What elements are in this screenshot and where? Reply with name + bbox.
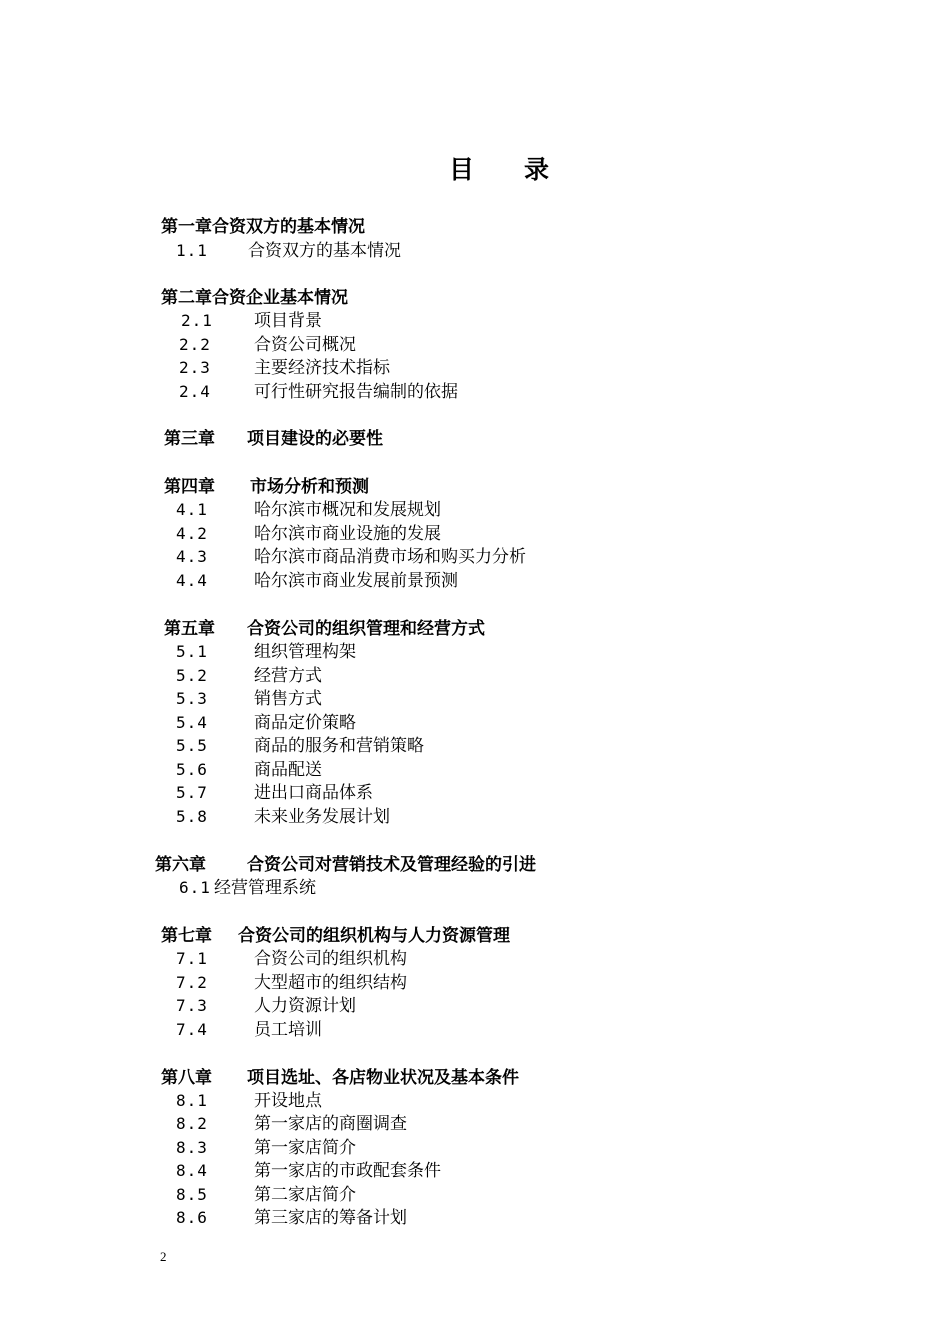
toc-item-2-1 xyxy=(181,310,322,332)
chapter-label: 第四章 xyxy=(164,477,215,497)
toc-item-text: 项目背景 xyxy=(254,311,322,331)
toc-item-4-1 xyxy=(176,499,441,521)
toc-item-8-6 xyxy=(176,1207,407,1229)
toc-item-7-3 xyxy=(176,995,356,1017)
toc-item-number: 5.7 xyxy=(176,783,208,802)
toc-item-8-5 xyxy=(176,1184,356,1206)
toc-item-number: 2.2 xyxy=(179,335,211,354)
page-title: 目 录 xyxy=(448,155,549,184)
toc-item-5-2 xyxy=(176,665,322,687)
toc-item-number: 8.4 xyxy=(176,1161,208,1180)
toc-item-number: 8.2 xyxy=(176,1114,208,1133)
toc-item-2-2 xyxy=(179,334,356,356)
toc-item-text: 进出口商品体系 xyxy=(254,783,373,803)
toc-item-text: 哈尔滨市商业发展前景预测 xyxy=(254,571,458,591)
toc-item-1-1 xyxy=(176,240,401,262)
chapter-label: 第五章 xyxy=(164,619,215,639)
toc-item-text: 第一家店的商圈调查 xyxy=(254,1114,407,1134)
toc-item-text: 人力资源计划 xyxy=(254,996,356,1016)
toc-item-text: 合资公司的组织机构 xyxy=(254,949,407,969)
toc-item-text: 商品的服务和营销策略 xyxy=(254,736,424,756)
toc-item-7-4 xyxy=(176,1019,322,1041)
toc-chapter-2: 第二章合资企业基本情况 xyxy=(161,288,348,308)
toc-item-text: 哈尔滨市概况和发展规划 xyxy=(254,500,441,520)
toc-item-7-1 xyxy=(176,948,407,970)
toc-item-5-5 xyxy=(176,735,424,757)
toc-item-text: 第一家店的市政配套条件 xyxy=(254,1161,441,1181)
toc-chapter-4 xyxy=(164,476,369,498)
toc-item-number: 7.2 xyxy=(176,973,208,992)
toc-chapter-6 xyxy=(155,854,536,876)
toc-item-number: 4.1 xyxy=(176,500,208,519)
toc-item-8-1 xyxy=(176,1090,322,1112)
toc-item-5-1 xyxy=(176,641,356,663)
toc-item-text: 大型超市的组织结构 xyxy=(254,973,407,993)
toc-item-7-2 xyxy=(176,972,407,994)
toc-item-text: 商品配送 xyxy=(254,760,322,780)
toc-item-number: 5.8 xyxy=(176,807,208,826)
toc-item-text: 可行性研究报告编制的依据 xyxy=(254,382,458,402)
chapter-title: 项目选址、各店物业状况及基本条件 xyxy=(247,1068,519,1088)
toc-item-text: 合资双方的基本情况 xyxy=(248,241,401,261)
toc-item-number: 5.1 xyxy=(176,642,208,661)
toc-item-4-4 xyxy=(176,570,458,592)
toc-item-5-7 xyxy=(176,782,373,804)
toc-item-text: 商品定价策略 xyxy=(254,713,356,733)
toc-item-2-3 xyxy=(179,357,390,379)
toc-item-number: 7.4 xyxy=(176,1020,208,1039)
chapter-title: 市场分析和预测 xyxy=(250,477,369,497)
toc-item-text: 第三家店的筹备计划 xyxy=(254,1208,407,1228)
chapter-label: 第七章 xyxy=(161,926,212,946)
toc-item-text: 经营管理系统 xyxy=(214,878,316,898)
toc-item-text: 经营方式 xyxy=(254,666,322,686)
toc-item-2-4 xyxy=(179,381,458,403)
toc-item-text: 哈尔滨市商品消费市场和购买力分析 xyxy=(254,547,526,567)
toc-item-4-3 xyxy=(176,546,526,568)
toc-item-text: 开设地点 xyxy=(254,1091,322,1111)
chapter-title: 合资公司对营销技术及管理经验的引进 xyxy=(247,855,536,875)
toc-chapter-1: 第一章合资双方的基本情况 xyxy=(161,217,365,237)
toc-item-number: 4.2 xyxy=(176,524,208,543)
chapter-title: 合资公司的组织管理和经营方式 xyxy=(247,619,485,639)
toc-item-text: 未来业务发展计划 xyxy=(254,807,390,827)
toc-item-number: 4.3 xyxy=(176,547,208,566)
toc-item-number: 1.1 xyxy=(176,241,208,260)
toc-item-number: 5.6 xyxy=(176,760,208,779)
toc-chapter-8 xyxy=(161,1067,519,1089)
chapter-title: 项目建设的必要性 xyxy=(247,429,383,449)
toc-item-number: 5.4 xyxy=(176,713,208,732)
toc-item-number: 5.2 xyxy=(176,666,208,685)
chapter-label: 第八章 xyxy=(161,1068,212,1088)
toc-item-text: 第二家店简介 xyxy=(254,1185,356,1205)
chapter-label: 第三章 xyxy=(164,429,215,449)
toc-item-text: 员工培训 xyxy=(254,1020,322,1040)
page-number: 2 xyxy=(160,1249,167,1264)
toc-item-8-2 xyxy=(176,1113,407,1135)
toc-item-5-8 xyxy=(176,806,390,828)
toc-item-number: 8.1 xyxy=(176,1091,208,1110)
chapter-title: 合资公司的组织机构与人力资源管理 xyxy=(238,926,510,946)
toc-item-6-1 xyxy=(179,877,316,899)
toc-chapter-5 xyxy=(164,618,485,640)
toc-chapter-7 xyxy=(161,925,510,947)
toc-item-text: 哈尔滨市商业设施的发展 xyxy=(254,524,441,544)
toc-item-number: 2.1 xyxy=(181,311,213,330)
toc-item-5-6 xyxy=(176,759,322,781)
toc-item-number: 7.3 xyxy=(176,996,208,1015)
toc-item-number: 6.1 xyxy=(179,878,211,897)
toc-item-text: 销售方式 xyxy=(254,689,322,709)
toc-item-8-4 xyxy=(176,1160,441,1182)
toc-item-number: 4.4 xyxy=(176,571,208,590)
toc-item-text: 合资公司概况 xyxy=(254,335,356,355)
toc-item-number: 2.3 xyxy=(179,358,211,377)
toc-item-number: 7.1 xyxy=(176,949,208,968)
toc-item-number: 8.3 xyxy=(176,1138,208,1157)
toc-item-5-3 xyxy=(176,688,322,710)
toc-item-5-4 xyxy=(176,712,356,734)
toc-item-4-2 xyxy=(176,523,441,545)
toc-item-number: 5.5 xyxy=(176,736,208,755)
toc-item-number: 5.3 xyxy=(176,689,208,708)
toc-item-text: 组织管理构架 xyxy=(254,642,356,662)
chapter-label: 第六章 xyxy=(155,855,206,875)
toc-item-text: 主要经济技术指标 xyxy=(254,358,390,378)
toc-item-number: 8.6 xyxy=(176,1208,208,1227)
toc-item-number: 2.4 xyxy=(179,382,211,401)
toc-item-8-3 xyxy=(176,1137,356,1159)
toc-item-number: 8.5 xyxy=(176,1185,208,1204)
toc-chapter-3 xyxy=(164,428,383,450)
toc-item-text: 第一家店简介 xyxy=(254,1138,356,1158)
